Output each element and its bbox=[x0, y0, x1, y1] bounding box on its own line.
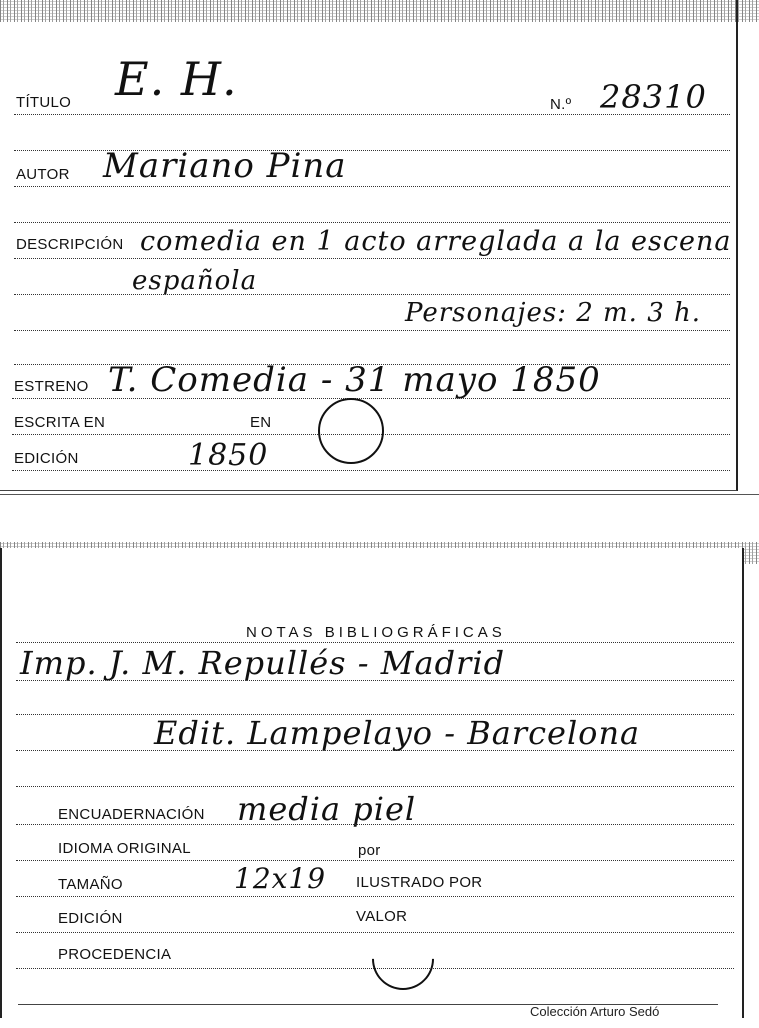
rule bbox=[16, 750, 734, 751]
idioma-original-label: IDIOMA ORIGINAL bbox=[58, 840, 191, 857]
edicion-value: 1850 bbox=[188, 438, 269, 473]
titulo-value: E. H. bbox=[115, 52, 238, 106]
escrita-en-label: ESCRITA EN bbox=[14, 414, 106, 431]
catalog-card-top bbox=[0, 0, 738, 491]
rule bbox=[14, 294, 730, 295]
rule bbox=[14, 186, 730, 187]
scan-noise-top bbox=[0, 0, 759, 22]
descripcion-line2: española bbox=[132, 266, 258, 296]
autor-label: AUTOR bbox=[16, 166, 70, 183]
titulo-label: TÍTULO bbox=[16, 94, 72, 111]
descripcion-label: DESCRIPCIÓN bbox=[16, 236, 124, 253]
card-separator bbox=[0, 494, 759, 495]
rule bbox=[14, 222, 730, 223]
rule bbox=[14, 114, 730, 115]
footer-collection: Colección Arturo Sedó bbox=[530, 1004, 660, 1019]
punch-hole bbox=[359, 915, 447, 1003]
valor-label: VALOR bbox=[356, 908, 408, 925]
encuadernacion-label: ENCUADERNACIÓN bbox=[58, 806, 205, 823]
rule bbox=[12, 398, 730, 399]
rule bbox=[14, 258, 730, 259]
rule bbox=[14, 330, 730, 331]
autor-value: Mariano Pina bbox=[103, 146, 347, 186]
tamano-value: 12x19 bbox=[234, 862, 327, 895]
rule bbox=[16, 680, 734, 681]
rule bbox=[16, 642, 734, 643]
estreno-label: ESTRENO bbox=[14, 378, 89, 395]
procedencia-label: PROCEDENCIA bbox=[58, 946, 172, 963]
rule bbox=[16, 786, 734, 787]
encuadernacion-value: media piel bbox=[237, 790, 417, 828]
rule bbox=[12, 470, 730, 471]
en-label: EN bbox=[250, 414, 272, 431]
estreno-value: T. Comedia - 31 mayo 1850 bbox=[108, 360, 601, 400]
descripcion-line1: comedia en 1 acto arreglada a la escena bbox=[140, 226, 732, 257]
rule bbox=[16, 824, 734, 825]
notas-line1: Imp. J. M. Repullés - Madrid bbox=[20, 644, 506, 682]
por-label: por bbox=[358, 842, 381, 859]
notas-line2: Edit. Lampelayo - Barcelona bbox=[154, 714, 641, 752]
edicion-label-2: EDICIÓN bbox=[58, 910, 123, 927]
rule bbox=[16, 932, 734, 933]
rule bbox=[16, 860, 734, 861]
numero-label: N.º bbox=[550, 96, 572, 113]
edicion-label: EDICIÓN bbox=[14, 450, 79, 467]
punch-hole bbox=[318, 398, 384, 464]
catalog-card-bottom bbox=[0, 548, 744, 1018]
notas-title: NOTAS BIBLIOGRÁFICAS bbox=[246, 624, 506, 641]
tamano-label: TAMAÑO bbox=[58, 876, 123, 893]
personajes-value: Personajes: 2 m. 3 h. bbox=[405, 298, 702, 328]
rule bbox=[16, 896, 734, 897]
numero-value: 28310 bbox=[600, 78, 707, 116]
ilustrado-por-label: ILUSTRADO POR bbox=[356, 874, 483, 891]
